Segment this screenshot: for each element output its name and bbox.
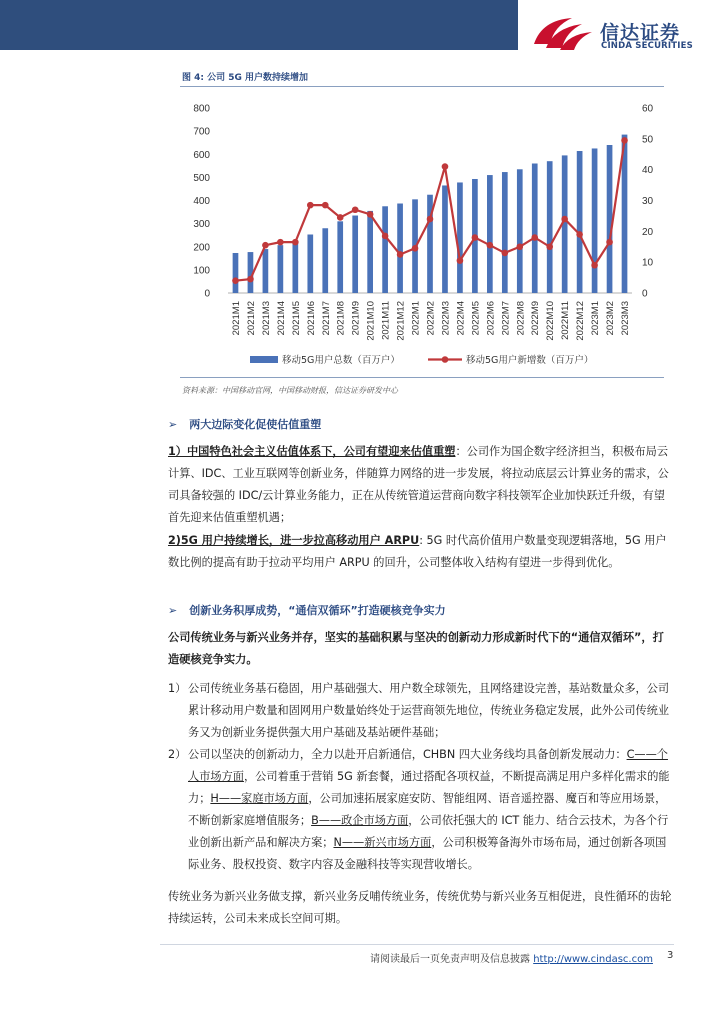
- list-item-traditional-business: [168, 678, 674, 744]
- left-axis-tick-label: 100: [193, 265, 210, 277]
- x-axis-tick-label: 2021M9: [350, 301, 362, 336]
- x-axis-tick-label: 2021M6: [305, 301, 317, 336]
- legend-swatch-bar: [250, 356, 278, 363]
- point-5g-new: [516, 243, 523, 250]
- point-5g-new: [277, 239, 284, 246]
- bar-5g-total: [382, 206, 388, 293]
- user-growth-chart: [180, 90, 664, 374]
- bar-5g-total: [263, 249, 269, 293]
- paragraph-5g-users: [168, 530, 674, 574]
- x-axis-tick-label: 2022M7: [500, 301, 512, 336]
- legend-label-bar: 移动5G用户总数（百万户）: [282, 355, 400, 366]
- header-band: [0, 0, 518, 50]
- paragraph-lead: 1）中国特色社会主义估值体系下，公司有望迎来估值重塑: [168, 445, 456, 458]
- x-axis-tick-label: 2021M10: [365, 301, 377, 341]
- x-axis-tick-label: 2022M1: [410, 301, 422, 336]
- x-axis-tick-label: 2021M1: [230, 301, 242, 336]
- point-5g-new: [247, 276, 254, 283]
- x-axis-tick-label: 2021M2: [245, 301, 257, 336]
- h-market-text: ，公司加速拓展家庭安防、智能组网、语音遥控器、魔百和等应用场景，不断创新家庭增值服务；: [188, 792, 667, 827]
- source-rule: [180, 377, 664, 378]
- point-5g-new: [232, 277, 239, 284]
- footer-disclaimer: [370, 950, 653, 965]
- point-5g-new: [337, 214, 344, 221]
- paragraph-closing: 传统业务为新兴业务做支撑，新兴业务反哺传统业务，传统优势与新兴业务互相促进，良性循环的齿轮持续运转，公司未来成长空间可期。: [168, 890, 672, 925]
- left-axis-tick-label: 200: [193, 242, 210, 254]
- left-axis-tick-label: 400: [193, 196, 210, 207]
- company-logo: [532, 14, 717, 54]
- x-axis-tick-label: 2021M12: [395, 301, 407, 341]
- point-5g-new: [352, 206, 359, 213]
- footer-rule: [160, 944, 674, 945]
- right-axis-tick-label: 10: [642, 257, 654, 269]
- right-axis-tick-label: 0: [642, 288, 648, 300]
- n-market-label: N——新兴市场方面: [333, 836, 432, 849]
- bar-5g-total: [337, 221, 343, 293]
- left-axis-tick-label: 0: [204, 288, 210, 300]
- bar-5g-total: [532, 164, 538, 294]
- x-axis-tick-label: 2021M8: [335, 301, 347, 336]
- point-5g-new: [606, 239, 613, 246]
- bar-5g-total: [502, 172, 508, 293]
- section-heading-valuation-text: 两大边际变化促使估值重塑: [189, 418, 322, 431]
- bar-5g-total: [487, 175, 493, 293]
- right-axis-tick-label: 50: [642, 134, 654, 146]
- footer-text: 请阅读最后一页免责声明及信息披露: [370, 954, 534, 965]
- bar-5g-total: [547, 161, 553, 293]
- b-market-label: B——政企市场方面: [311, 814, 409, 827]
- x-axis-tick-label: 2022M5: [470, 301, 482, 336]
- point-5g-new: [367, 211, 374, 218]
- h-market-label: H——家庭市场方面: [210, 792, 309, 805]
- list-item-number: 2）: [168, 748, 187, 761]
- figure-title-rule: [180, 86, 664, 87]
- point-5g-new: [397, 251, 404, 258]
- paragraph-valuation-reshape: [168, 441, 674, 529]
- n-market-text: ，公司积极筹备海外市场布局，通过创新各项国际业务、股权投资、数字内容及金融科技等实现营收增长。: [188, 836, 667, 871]
- point-5g-new: [591, 262, 598, 269]
- x-axis-tick-label: 2021M7: [320, 301, 332, 336]
- arrow-bullet-icon: ➢: [168, 604, 178, 617]
- left-axis-tick-label: 600: [193, 149, 210, 161]
- paragraph-body: ：公司作为国企数字经济担当，积极布局云计算、IDC、工业互联网等创新业务，伴随算力网络的进一步发展，将拉动底层云计算业务的需求，公司具备较强的 IDC/云计算业务能力，正在从传统管道运营商向数字科技领军企业加快跃迁升级，有望首先迎来估值重塑机遇；: [168, 445, 669, 524]
- x-axis-tick-label: 2021M5: [290, 301, 302, 336]
- left-axis-tick-label: 700: [193, 126, 210, 138]
- x-axis-tick-label: 2022M12: [575, 301, 587, 341]
- point-5g-new: [442, 163, 449, 170]
- right-axis-tick-label: 40: [642, 165, 654, 177]
- point-5g-new: [546, 243, 553, 250]
- section-heading-innovation: [168, 602, 446, 618]
- x-axis-tick-label: 2022M11: [560, 301, 572, 340]
- point-5g-new: [457, 257, 464, 264]
- bar-5g-total: [233, 253, 239, 293]
- point-5g-new: [307, 202, 314, 209]
- footer-website-link[interactable]: http://www.cindasc.com: [533, 954, 653, 965]
- list-item-number: 1）: [168, 682, 187, 695]
- legend-label-line: 移动5G用户新增数（百万户）: [466, 355, 594, 366]
- point-5g-new: [382, 233, 389, 240]
- x-axis-tick-label: 2021M3: [260, 301, 272, 336]
- list-item-text: [188, 744, 674, 876]
- bar-5g-total: [367, 211, 373, 293]
- right-axis-tick-label: 60: [642, 103, 654, 115]
- x-axis-tick-label: 2022M10: [545, 301, 557, 341]
- x-axis-tick-label: 2022M6: [485, 301, 497, 336]
- list-item-text: 公司传统业务基石稳固，用户基础强大、用户数全球领先，且网络建设完善，基站数量众多，公司累计移动用户数量和固网用户数量始终处于运营商领先地位，传统业务稳定发展，此外公司传统业务又为创新业务提供强大用户基础及基站硬件基础；: [188, 682, 670, 739]
- x-axis-tick-label: 2021M11: [380, 301, 392, 340]
- point-5g-new: [292, 239, 299, 246]
- c-market-text: ，公司着重于营销 5G 新套餐，通过搭配各项权益，不断提高满足用户多样化需求的能力；: [188, 770, 670, 805]
- x-axis-tick-label: 2022M2: [425, 301, 437, 336]
- c-market-label: C——个人市场方面: [188, 748, 668, 783]
- page-number: 3: [667, 950, 674, 961]
- section-heading-innovation-text: 创新业务积厚成势，“通信双循环”打造硬核竞争实力: [189, 604, 446, 617]
- cinda-logo-icon: [532, 14, 594, 54]
- left-axis-tick-label: 800: [193, 103, 210, 115]
- x-axis-tick-label: 2023M2: [605, 301, 617, 336]
- figure-source: 资料来源：中国移动官网，中国移动财报，信达证券研发中心: [182, 386, 398, 395]
- b-market-text: ，公司依托强大的 ICT 能力、结合云技术，为各个行业创新出新产品和解决方案；: [188, 814, 669, 849]
- x-axis-tick-label: 2022M8: [515, 301, 527, 336]
- bar-5g-total: [457, 182, 463, 293]
- right-axis-tick-label: 30: [642, 196, 654, 207]
- left-axis-tick-label: 500: [193, 172, 210, 184]
- section-heading-valuation: [168, 416, 321, 432]
- point-5g-new: [531, 234, 538, 241]
- bar-5g-total: [278, 245, 284, 293]
- point-5g-new: [427, 216, 434, 223]
- point-5g-new: [412, 245, 419, 252]
- x-axis-tick-label: 2023M1: [590, 301, 602, 336]
- x-axis-tick-label: 2022M4: [455, 301, 467, 336]
- left-axis-tick-label: 300: [193, 219, 210, 231]
- x-axis-tick-label: 2022M9: [530, 301, 542, 336]
- chbn-intro: 公司以坚决的创新动力，全力以赴开启新通信，CHBN 四大业务线均具备创新发展动力：: [188, 748, 627, 761]
- bar-5g-total: [592, 148, 598, 293]
- paragraph-body: : 5G 时代高价值用户数量变现逻辑落地，5G 用户数比例的提高有助于拉动平均用户 ARPU 的回升，公司整体收入结构有望进一步得到优化。: [168, 534, 667, 569]
- logo-en-text: CINDA SECURITIES: [601, 41, 693, 51]
- bar-5g-total: [397, 204, 403, 293]
- point-5g-new: [472, 234, 479, 241]
- x-axis-tick-label: 2022M3: [440, 301, 452, 336]
- bar-5g-total: [577, 151, 583, 293]
- paragraph-dual-cycle-lead: 公司传统业务与新兴业务并存，坚实的基础积累与坚决的创新动力形成新时代下的“通信双循环”，打造硬核竞争实力。: [168, 631, 664, 666]
- arrow-bullet-icon: ➢: [168, 418, 178, 431]
- point-5g-new: [561, 216, 568, 223]
- point-5g-new: [621, 137, 628, 144]
- bar-5g-total: [307, 234, 313, 293]
- bar-5g-total: [607, 145, 613, 293]
- logo-cn-text: 信达证券: [600, 22, 681, 44]
- legend-swatch-marker: [442, 356, 449, 363]
- point-5g-new: [262, 242, 269, 249]
- point-5g-new: [487, 242, 494, 249]
- paragraph-lead: 2)5G 用户持续增长，进一步拉高移动用户 ARPU: [168, 534, 420, 547]
- point-5g-new: [322, 202, 329, 209]
- bar-5g-total: [292, 241, 298, 293]
- right-axis-tick-label: 20: [642, 226, 654, 238]
- point-5g-new: [576, 231, 583, 238]
- x-axis-tick-label: 2023M3: [620, 301, 632, 336]
- list-item-innovation-business: [168, 744, 674, 876]
- x-axis-tick-label: 2021M4: [275, 301, 287, 336]
- point-5g-new: [502, 250, 509, 257]
- bar-5g-total: [442, 185, 448, 293]
- bar-5g-total: [352, 216, 358, 293]
- bar-5g-total: [517, 169, 523, 293]
- bar-5g-total: [322, 228, 328, 293]
- figure-title: 图 4: 公司 5G 用户数持续增加: [182, 73, 309, 83]
